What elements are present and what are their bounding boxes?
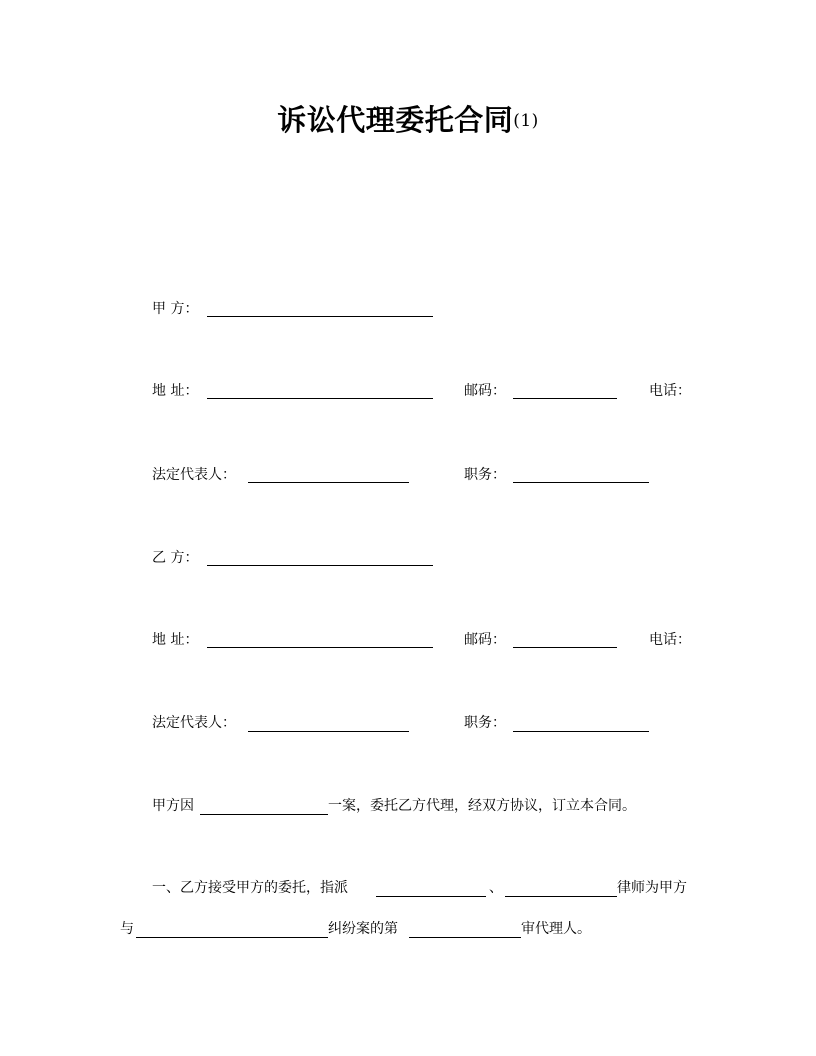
party-b-address-label: 地 址： <box>152 632 199 648</box>
opposing-party-field[interactable] <box>136 937 328 938</box>
case-subject-field[interactable] <box>200 814 328 815</box>
clause-1-part1: 一、乙方接受甲方的委托，指派 <box>152 880 348 896</box>
preamble-suffix: 一案，委托乙方代理，经双方协议，订立本合同。 <box>328 798 636 814</box>
lawyer-1-field[interactable] <box>376 896 486 897</box>
party-a-legal-rep-field[interactable] <box>248 482 409 483</box>
party-b-address-field[interactable] <box>207 647 433 648</box>
party-b-legal-rep-field[interactable] <box>248 731 409 732</box>
party-a-address-field[interactable] <box>207 398 433 399</box>
clause-1-part5: 纠纷案的第 <box>328 921 398 937</box>
party-a-postcode-label: 邮码： <box>464 383 506 399</box>
preamble-prefix: 甲方因 <box>152 798 194 814</box>
party-b-position-field[interactable] <box>513 731 649 732</box>
title-suffix: (1) <box>513 111 539 131</box>
party-a-legal-rep-label: 法定代表人： <box>152 467 236 483</box>
party-b-position-label: 职务： <box>464 715 506 731</box>
document-title <box>0 98 816 139</box>
party-b-name-field[interactable] <box>207 565 433 566</box>
party-b-postcode-label: 邮码： <box>464 632 506 648</box>
party-a-position-field[interactable] <box>513 482 649 483</box>
clause-1-part6: 审代理人。 <box>521 921 591 937</box>
clause-1-part3: 律师为甲方 <box>617 880 687 896</box>
party-b-name-label: 乙 方： <box>152 550 199 566</box>
party-b-postcode-field[interactable] <box>513 647 617 648</box>
party-b-phone-label: 电话： <box>649 632 691 648</box>
party-a-phone-label: 电话： <box>649 383 691 399</box>
trial-instance-field[interactable] <box>409 937 521 938</box>
clause-1-part4: 与 <box>120 921 134 937</box>
lawyer-2-field[interactable] <box>505 896 617 897</box>
title-text: 诉讼代理委托合同 <box>277 103 514 137</box>
party-a-name-label: 甲 方： <box>152 301 199 317</box>
party-a-postcode-field[interactable] <box>513 398 617 399</box>
party-a-address-label: 地 址： <box>152 383 199 399</box>
party-a-position-label: 职务： <box>464 467 506 483</box>
party-a-name-field[interactable] <box>207 316 433 317</box>
clause-1-part2: 、 <box>489 880 503 896</box>
party-b-legal-rep-label: 法定代表人： <box>152 715 236 731</box>
